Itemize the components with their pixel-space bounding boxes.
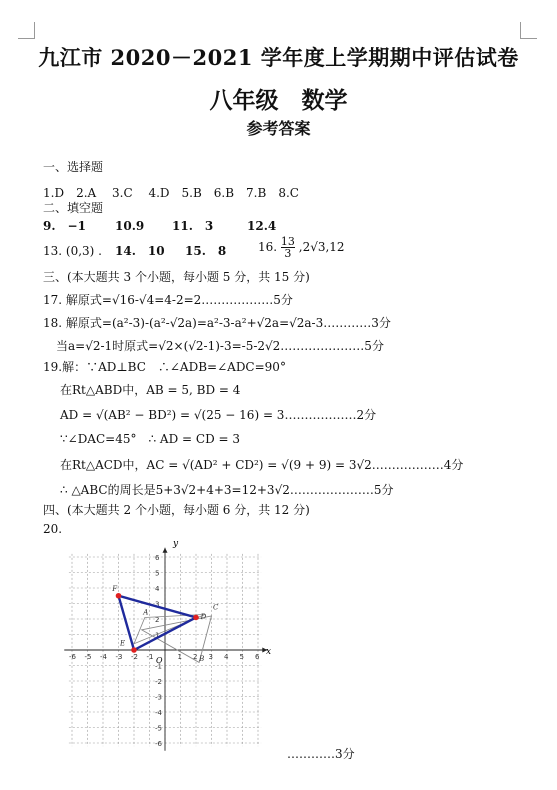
point-label-a: A — [143, 608, 149, 617]
answer-q18-line1: 18. 解原式=(a²-3)-(a²-√2a)=a²-3-a²+√2a=√2a-3…………3分 — [43, 316, 391, 330]
origin-label: O — [156, 656, 163, 665]
x-tick-label: -4 — [100, 653, 107, 661]
triangle-vertex-point — [116, 593, 122, 599]
section3-heading: 三、(本大题共 3 个小题，每小题 5 分，共 15 分) — [43, 270, 310, 284]
corner-mark-right — [520, 22, 537, 39]
x-tick-label: -1 — [146, 653, 154, 661]
y-tick-label: 1 — [155, 631, 160, 640]
answer-q16 — [258, 236, 345, 259]
grade-subject: 八年级 数学 — [209, 87, 348, 114]
q16-rest: ,2√3,12 — [298, 240, 345, 254]
point-label-d: D — [200, 613, 207, 621]
answer-q9: 9. −1 — [43, 219, 86, 233]
q16-prefix: 16. — [258, 240, 278, 254]
x-tick-label: 4 — [224, 653, 229, 661]
x-tick-label: 1 — [177, 653, 182, 661]
y-axis-label: y — [173, 539, 179, 549]
triangle-vertex-point — [131, 647, 137, 653]
coordinate-graph — [60, 538, 285, 748]
x-tick-label: 6 — [255, 653, 260, 661]
point-label-f: F — [112, 585, 118, 594]
answer-q19-line5: 在Rt△ACD中，AC = √(AD² + CD²) = √(9 + 9) = 3√2………………4分 — [60, 458, 464, 472]
point-label-e: E — [120, 639, 126, 648]
x-tick-label: -6 — [69, 653, 76, 661]
x-axis-label: x — [266, 647, 272, 657]
question-20-score: …………3分 — [287, 747, 355, 761]
answer-q19-line4: ∵∠DAC=45° ∴ AD = CD = 3 — [60, 432, 241, 446]
section1-answers: 1.D 2.A 3.C 4.D 5.B 6.B 7.B 8.C — [43, 186, 299, 200]
graph-axes — [64, 548, 267, 751]
y-tick-label: -2 — [155, 678, 162, 686]
answer-q10: 10.9 — [115, 219, 145, 233]
q16-numerator: 13 — [280, 235, 295, 248]
y-tick-label: 4 — [155, 585, 160, 593]
x-tick-label: 2 — [193, 653, 198, 661]
y-tick-label: 2 — [155, 616, 160, 624]
corner-mark-left — [18, 22, 35, 39]
question-20-label: 20. — [43, 522, 63, 536]
point-label-b: B — [199, 654, 205, 663]
answer-q18-line2: 当a=√2-1时原式=√2×(√2-1)-3=-5-2√2…………………5分 — [56, 339, 384, 353]
y-tick-label: -1 — [155, 662, 162, 671]
answer-q13: 13. (0,3) . — [43, 244, 102, 258]
answer-q17: 17. 解原式=√16-√4=4-2=2………………5分 — [43, 293, 293, 307]
y-tick-label: -3 — [155, 693, 162, 702]
answer-q14: 14. 10 — [115, 244, 165, 258]
x-tick-label: -5 — [84, 653, 92, 661]
section4-heading: 四、(本大题共 2 个小题，每小题 6 分，共 12 分) — [43, 503, 310, 517]
y-tick-label: 5 — [155, 569, 160, 578]
y-tick-label: 6 — [155, 554, 160, 562]
x-tick-label: -2 — [131, 653, 138, 661]
exam-title: 九江市 2020－2021 学年度上学期期中评估试卷 — [38, 45, 519, 70]
q16-denominator: 3 — [284, 247, 292, 260]
point-label-c: C — [213, 603, 219, 612]
y-tick-label: -5 — [155, 724, 162, 733]
triangle-vertex-point — [193, 615, 199, 621]
x-tick-label: 3 — [208, 653, 213, 661]
answer-q19-line3: AD = √(AB² − BD²) = √(25 − 16) = 3………………2分 — [60, 408, 377, 422]
answer-key-heading: 参考答案 — [246, 119, 311, 138]
y-tick-label: 3 — [155, 600, 160, 609]
y-tick-label: -4 — [155, 709, 162, 717]
graph-ticks — [69, 554, 260, 748]
answer-q15: 15. 8 — [185, 244, 227, 258]
y-tick-label: -6 — [155, 740, 162, 748]
y-axis-arrow — [163, 548, 168, 553]
answer-q19-line2: 在Rt△ABD中，AB = 5, BD = 4 — [60, 383, 241, 397]
q16-fraction — [281, 236, 295, 259]
answer-q19-line6: ∴ △ABC的周长是5+3√2+4+3=12+3√2…………………5分 — [60, 483, 394, 497]
x-tick-label: -3 — [115, 653, 123, 661]
x-tick-label: 5 — [239, 653, 244, 661]
answer-q12: 12.4 — [247, 219, 277, 233]
answer-q19-line1: 19.解：∵AD⊥BC ∴∠ADB=∠ADC=90° — [43, 360, 286, 374]
answer-q11: 11. 3 — [172, 219, 214, 233]
section2-heading: 二、填空题 — [43, 201, 104, 215]
section1-heading: 一、选择题 — [43, 160, 104, 174]
